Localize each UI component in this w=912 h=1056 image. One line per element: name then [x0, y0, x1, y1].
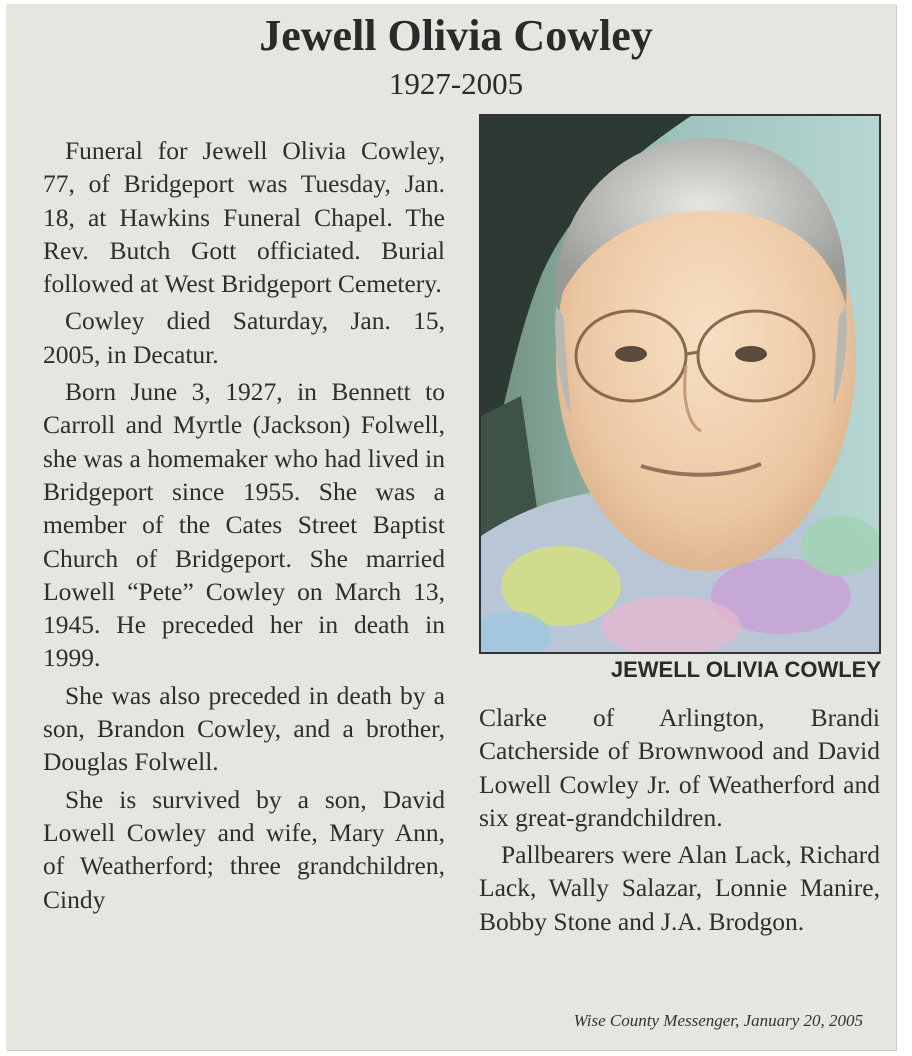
obituary-name-heading: Jewell Olivia Cowley	[259, 11, 653, 60]
article-column-left	[43, 134, 445, 920]
article-paragraph-survivors: She is survived by a son, David Lowell Cowley and wife, Mary Ann, of Weatherford; three grandchildren, Cindy	[43, 784, 445, 914]
obituary-years: 1927-2005	[388, 66, 524, 101]
article-paragraph-survivors-continued: Clarke of Arlington, Brandi Catcherside of Brownwood and David Lowell Cowley Jr. of Weatherford and six great-grandchildren.	[479, 703, 880, 832]
article-paragraph-biography: Born June 3, 1927, in Bennett to Carroll and Myrtle (Jackson) Folwell, she was a homemaker who had lived in Bridgeport since 1955. She was a member of the Cates Street Baptist Church of Bridgeport. She married Lowell “Pete” Cowley on March 13, 1945. He preceded her in death in 1999.	[43, 377, 445, 673]
article-paragraph-funeral: Funeral for Jewell Olivia Cowley, 77, of Bridgeport was Tuesday, Jan. 18, at Hawkins Funeral Chapel. The Rev. Butch Gott officiated. Burial followed at West Bridgeport Cemetery.	[43, 136, 445, 299]
portrait-photo	[479, 114, 881, 654]
portrait-image	[481, 116, 879, 652]
article-paragraph-death: Cowley died Saturday, Jan. 15, 2005, in Decatur.	[43, 306, 445, 369]
publication-source: Wise County Messenger, January 20, 2005	[573, 1011, 863, 1030]
article-column-right	[479, 701, 880, 942]
article-paragraph-pallbearers: Pallbearers were Alan Lack, Richard Lack, Wally Salazar, Lonnie Manire, Bobby Stone and J.A. Brodgon.	[479, 840, 880, 936]
article-paragraph-preceded: She was also preceded in death by a son, Brandon Cowley, and a brother, Douglas Folwell.	[43, 680, 445, 777]
photo-caption: JEWELL OLIVIA COWLEY	[610, 657, 881, 682]
